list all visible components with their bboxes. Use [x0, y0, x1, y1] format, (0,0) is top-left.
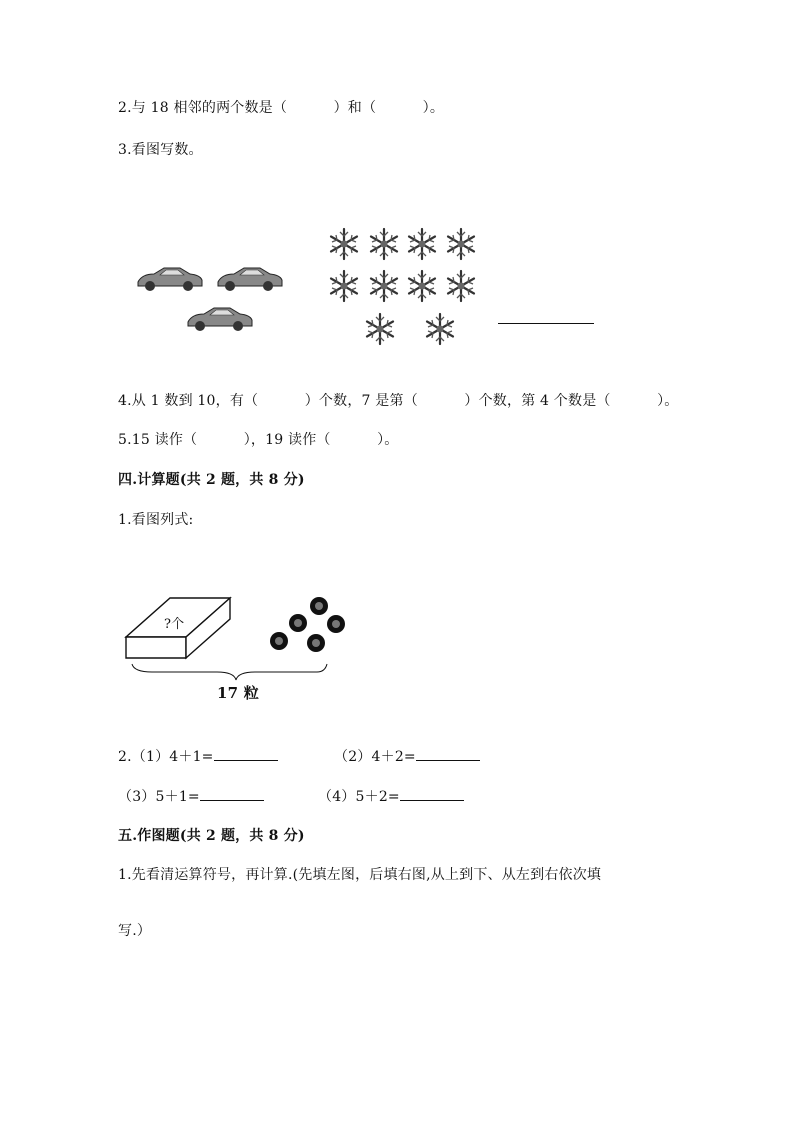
question-5-text: 5.15 读作（ ），19 读作（ ）。: [118, 432, 399, 448]
snowflake-icon: [331, 271, 357, 301]
bead-icon: [294, 619, 302, 627]
snowflake-icon: [331, 229, 357, 259]
answer-blank[interactable]: [400, 788, 464, 801]
answer-blank[interactable]: [200, 788, 264, 801]
bead-icon: [332, 620, 340, 628]
calc-item-4-label: （4）5＋2=: [318, 789, 400, 805]
answer-blank[interactable]: [214, 748, 278, 761]
box-label: ?个: [164, 617, 185, 632]
section-5-heading: 五.作图题(共 2 题，共 8 分): [118, 828, 305, 844]
bead-icon: [315, 602, 323, 610]
snowflake-icon: [371, 229, 397, 259]
car-icon: [218, 268, 282, 291]
answer-blank[interactable]: [416, 748, 480, 761]
snowflake-icon: [448, 229, 474, 259]
snowflake-icon: [371, 271, 397, 301]
car-icon: [138, 268, 202, 291]
calc-item-3-label: （3）5＋1=: [118, 789, 200, 805]
snowflake-icon: [427, 314, 453, 344]
question-2-text: 2.与 18 相邻的两个数是（ ）和（ ）。: [118, 100, 445, 116]
car-icon: [188, 308, 252, 331]
question-3-text: 3.看图写数。: [118, 142, 203, 158]
drawing-question-1-line1: 1.先看清运算符号，再计算.(先填左图，后填右图,从上到下、从左到右依次填: [118, 867, 602, 883]
calc-item-3: [118, 786, 264, 806]
beads-group: [270, 597, 345, 652]
calc-item-4: [318, 786, 464, 806]
snowflake-icon: [409, 229, 435, 259]
snowflake-icon: [448, 271, 474, 301]
bead-icon: [312, 639, 320, 647]
section-4-heading: 四.计算题(共 2 题，共 8 分): [118, 472, 305, 488]
snowflake-icon: [409, 271, 435, 301]
question-4-text: 4.从 1 数到 10，有（ ）个数，7 是第（ ）个数，第 4 个数是（ ）。: [118, 393, 679, 409]
cars-figure-bottom: [184, 302, 264, 336]
answer-line[interactable]: [498, 323, 594, 324]
brace-label: 17 粒: [217, 684, 259, 702]
brace-icon: [132, 664, 327, 680]
drawing-question-1-line2: 写.）: [118, 923, 152, 939]
snowflakes-figure: [322, 222, 482, 350]
bead-icon: [275, 637, 283, 645]
calc-item-1-label: 2.（1）4＋1=: [118, 749, 214, 765]
calc-item-2-label: （2）4＋2=: [334, 749, 416, 765]
calc-item-2: [334, 746, 480, 766]
snowflake-icon: [367, 314, 393, 344]
calc-item-1: [118, 746, 278, 766]
calc-question-1-text: 1.看图列式:: [118, 512, 194, 528]
